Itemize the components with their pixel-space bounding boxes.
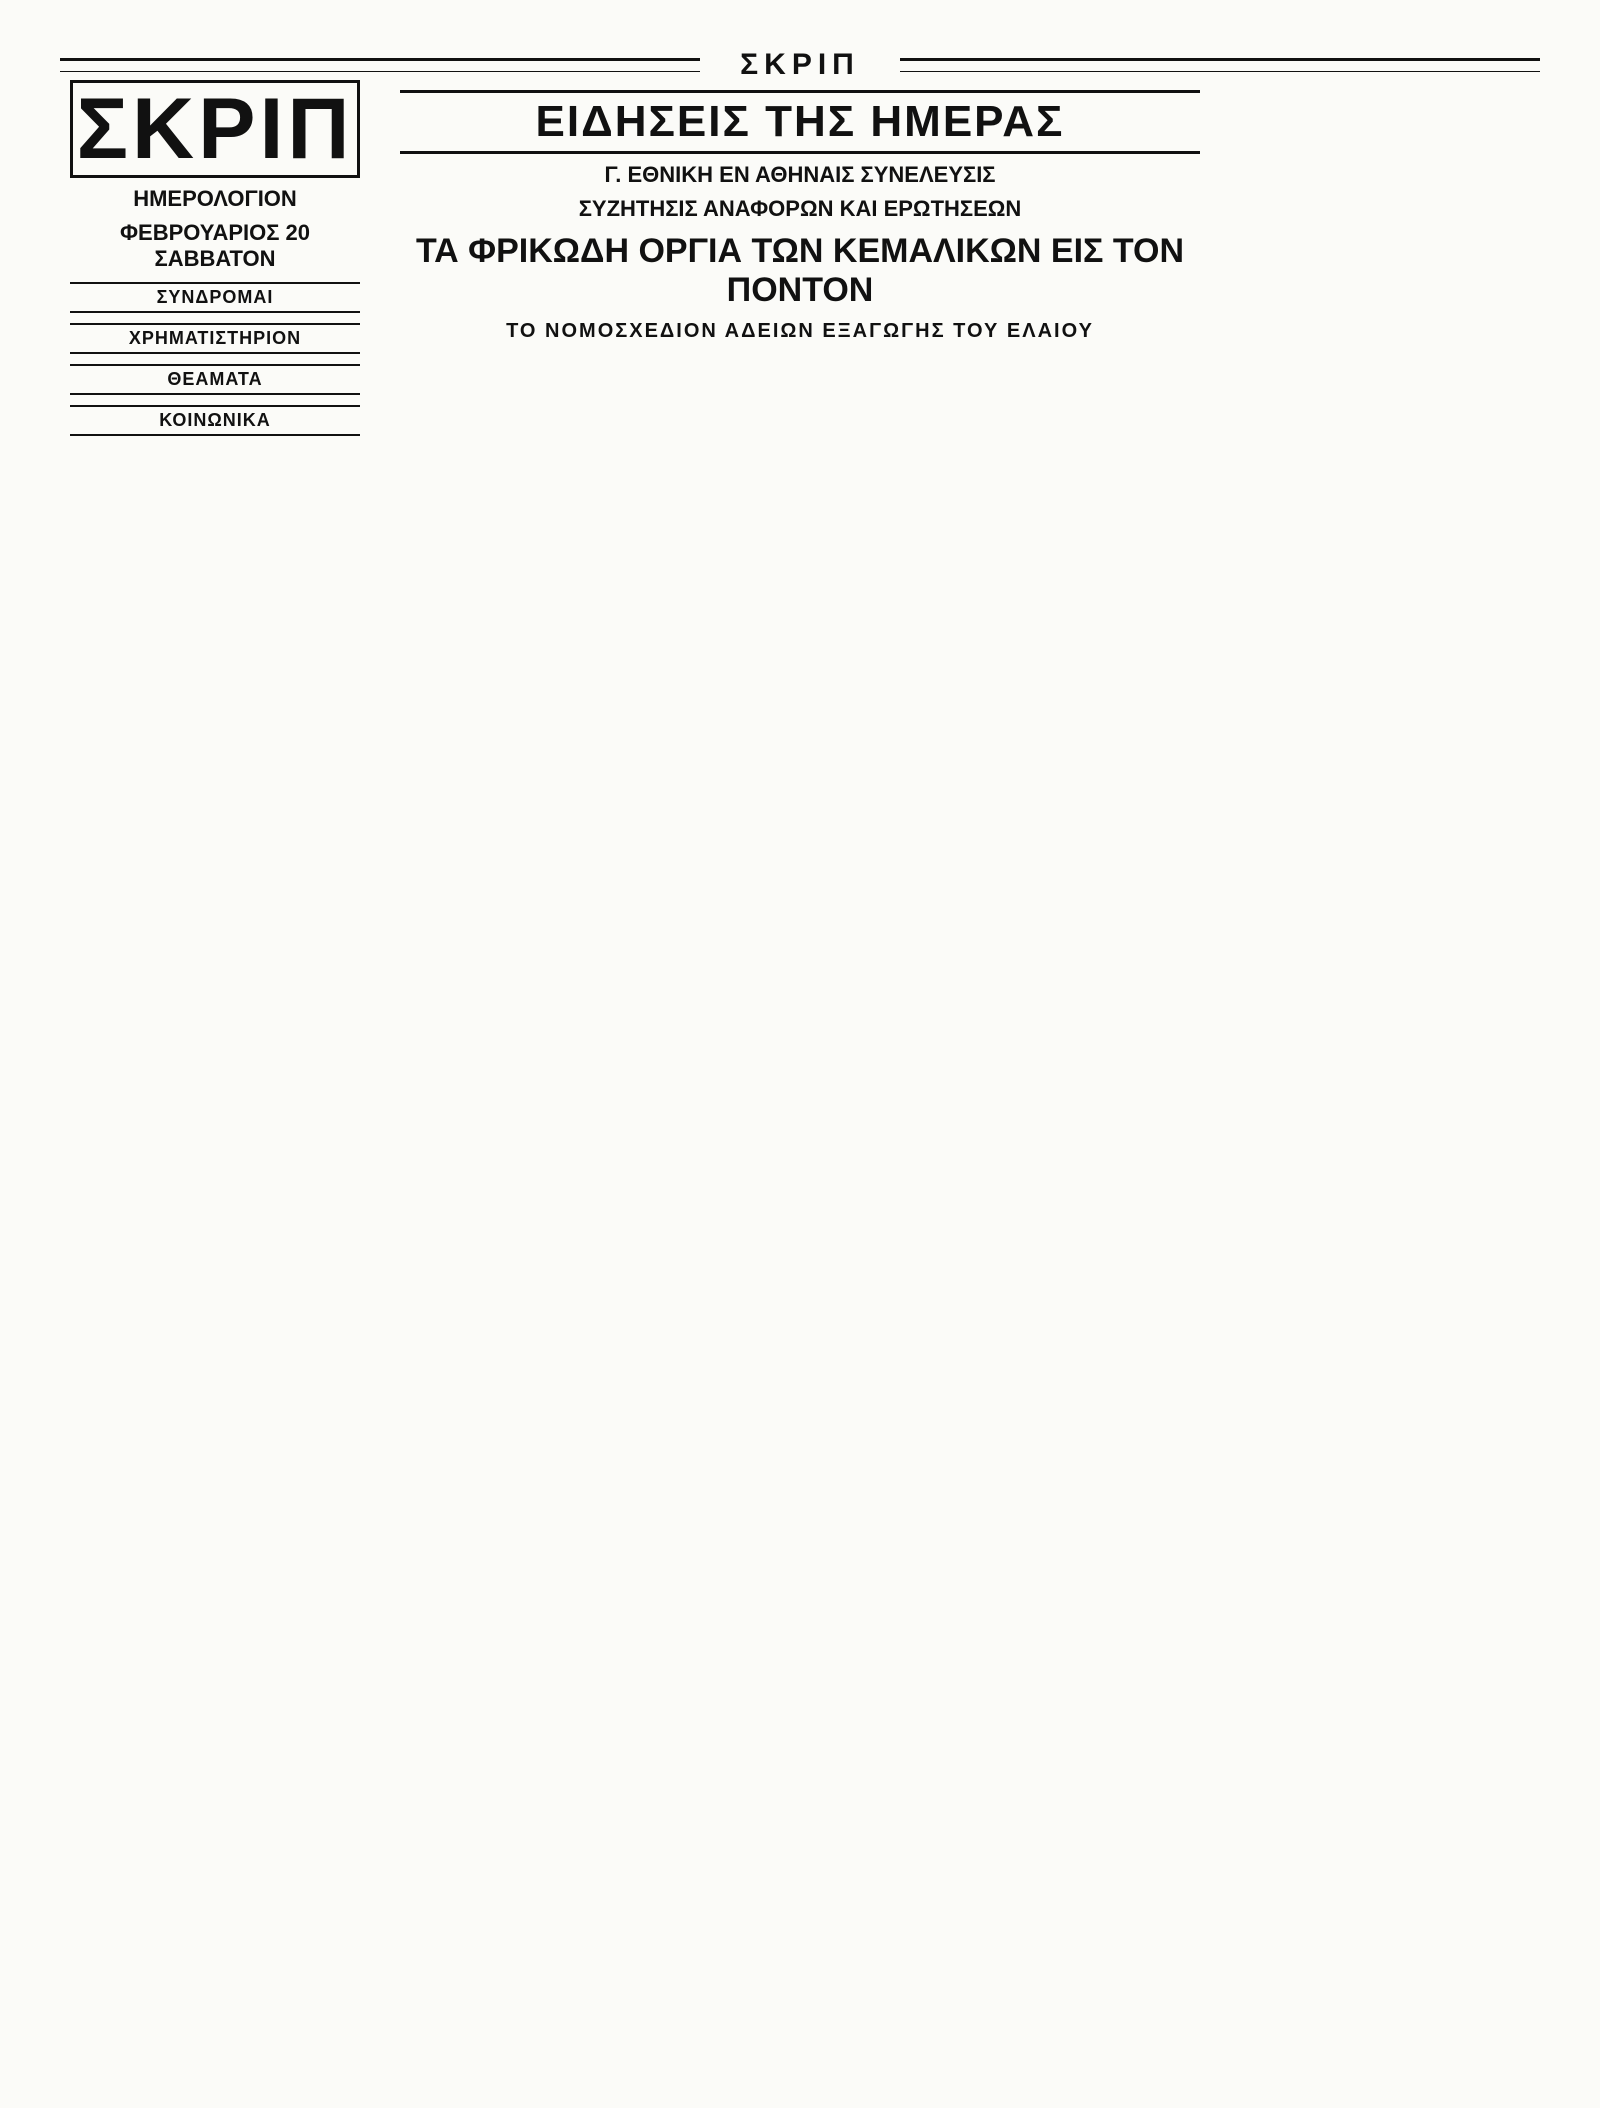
theaters-heading: ΘΕΑΜΑΤΑ bbox=[70, 364, 360, 395]
subscriptions-heading: ΣΥΝΔΡΟΜΑΙ bbox=[70, 282, 360, 313]
masthead-logo: ΣΚΡΙΠ bbox=[70, 80, 360, 178]
exchange-heading: ΧΡΗΜΑΤΙΣΤΗΡΙΟΝ bbox=[70, 323, 360, 354]
column-1 bbox=[70, 80, 360, 442]
news-banner: ΕΙΔΗΣΕΙΣ ΤΗΣ ΗΜΕΡΑΣ bbox=[400, 90, 1200, 154]
assembly-subbanner: Γ. ΕΘΝΙΚΗ ΕΝ ΑΘΗΝΑΙΣ ΣΥΝΕΛΕΥΣΙΣ bbox=[604, 162, 996, 187]
main-headline-block bbox=[400, 90, 1200, 343]
running-title: ΣΚΡΙΠ bbox=[700, 48, 900, 82]
kicker: ΣΥΖΗΤΗΣΙΣ ΑΝΑΦΟΡΩΝ ΚΑΙ ΕΡΩΤΗΣΕΩΝ bbox=[578, 196, 1022, 221]
date-line: ΦΕΒΡΟΥΑΡΙΟΣ 20 ΣΑΒΒΑΤΟΝ bbox=[119, 220, 311, 271]
subheadline: ΤΟ ΝΟΜΟΣΧΕΔΙΟΝ ΑΔΕΙΩΝ ΕΞΑΓΩΓΗΣ ΤΟΥ ΕΛΑΙΟΥ bbox=[506, 320, 1094, 342]
headline: ΤΑ ΦΡΙΚΩΔΗ ΟΡΓΙΑ ΤΩΝ ΚΕΜΑΛΙΚΩΝ ΕΙΣ ΤΟΝ ΠΟΝΤΟΝ bbox=[415, 232, 1185, 309]
section-label: ΗΜΕΡΟΛΟΓΙΟΝ bbox=[133, 186, 297, 211]
social-heading: ΚΟΙΝΩΝΙΚΑ bbox=[70, 405, 360, 436]
